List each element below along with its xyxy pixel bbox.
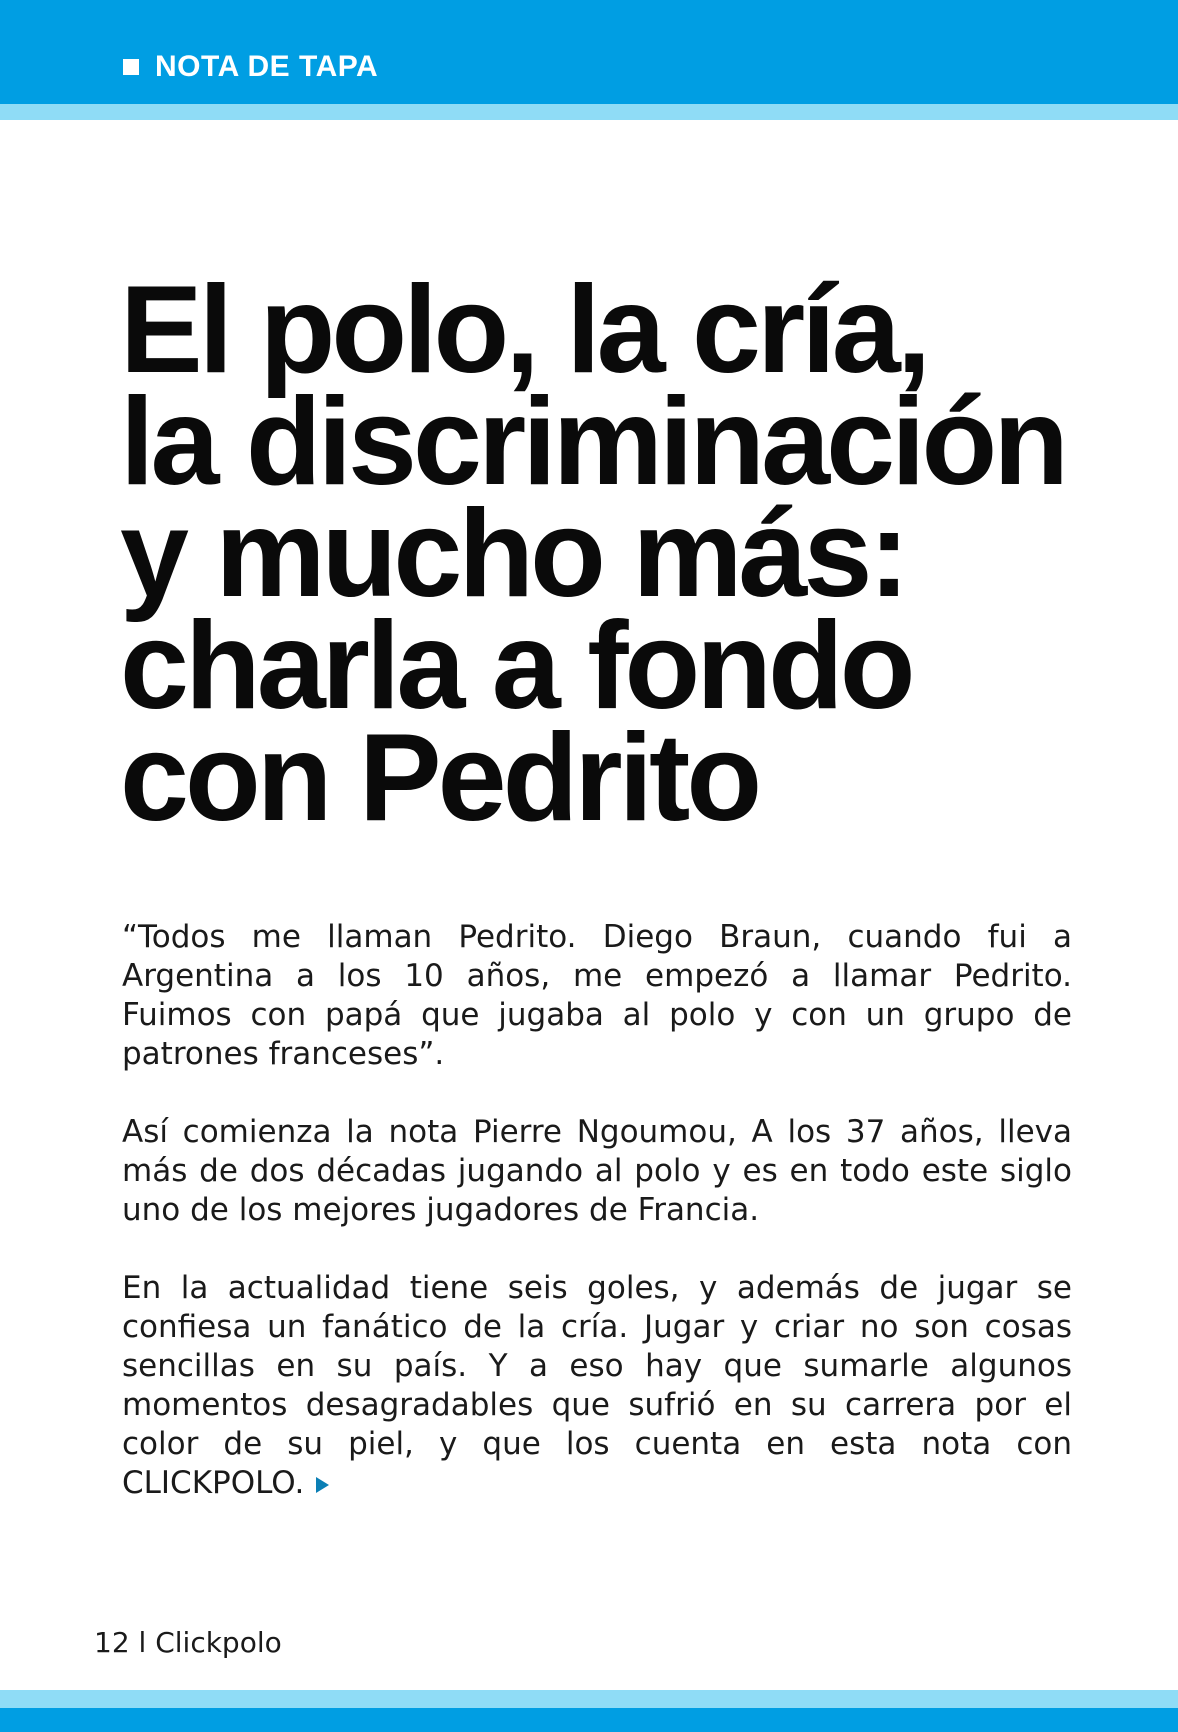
headline-line: y mucho más: [120,485,906,623]
headline-line: charla a fondo [120,597,912,735]
article-body [122,918,1072,1503]
headline-line: la discriminación [120,373,1066,511]
headline-line: El polo, la cría, [120,261,928,399]
headline-line: con Pedrito [120,709,759,847]
body-paragraph-3: En la actualidad tiene seis goles, y además de jugar se confiesa un fanático de la cría. Jugar y criar no son cosas sencillas en su país. Y a eso hay que sumarle algunos momentos desagradables que sufrió en su carrera por el color de su piel, y que los cuenta en esta nota con CLICKPOLO. [122,1270,1072,1501]
square-bullet-icon [123,59,139,75]
article-headline [120,261,1120,847]
section-label: NOTA DE TAPA [155,50,379,83]
body-paragraph-3-wrapper [122,1269,1072,1503]
body-paragraph-1: “Todos me llaman Pedrito. Diego Braun, cuando fui a Argentina a los 10 años, me empezó a llamar Pedrito. Fuimos con papá que jugaba al polo y con un grupo de patrones franceses”. [122,919,1072,1072]
section-tag [123,44,378,90]
footer-stripe [0,1690,1178,1708]
header-stripe [0,104,1178,120]
play-triangle-icon [316,1477,329,1493]
body-paragraph-2: Así comienza la nota Pierre Ngoumou, A los 37 años, lleva más de dos décadas jugando al polo y es en todo este siglo uno de los mejores jugadores de Francia. [122,1114,1072,1228]
page-credit: 12 l Clickpolo [94,1626,282,1659]
footer-band [0,1708,1178,1732]
